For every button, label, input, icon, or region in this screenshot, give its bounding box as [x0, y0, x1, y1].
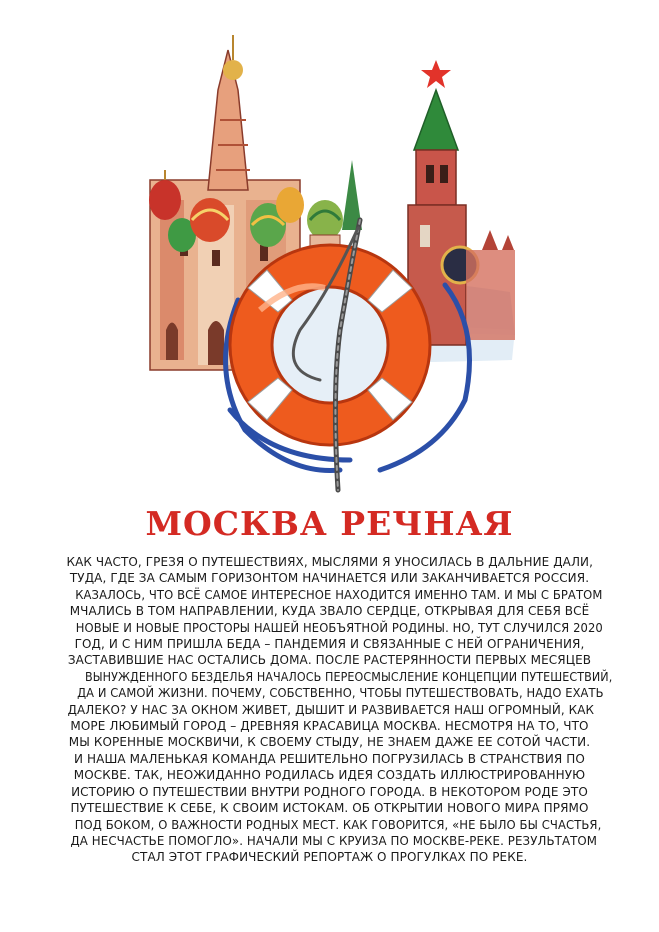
body-line: МОСКВЕ. ТАК, НЕОЖИДАННО РОДИЛАСЬ ИДЕЯ СОЗДАТЬ ИЛЛЮСТРИРОВАННУЮ [73, 768, 586, 783]
body-line: ПУТЕШЕСТВИЕ К СЕБЕ, К СВОИМ ИСТОКАМ. ОБ ОТКРЫТИИ НОВОГО МИРА ПРЯМО [70, 801, 589, 816]
body-line: ДА НЕСЧАСТЬЕ ПОМОГЛО». НАЧАЛИ МЫ С КРУИЗА ПО МОСКВЕ-РЕКЕ. РЕЗУЛЬТАТОМ [70, 833, 598, 848]
body-line: СТАЛ ЭТОТ ГРАФИЧЕСКИЙ РЕПОРТАЖ О ПРОГУЛКАХ ПО РЕКЕ. [131, 850, 528, 865]
body-line: МЧАЛИСЬ В ТОМ НАПРАВЛЕНИИ, КУДА ЗВАЛО СЕРДЦЕ, ОТКРЫВАЯ ДЛЯ СЕБЯ ВСЁ [69, 604, 590, 619]
body-line: НОВЫЕ И НОВЫЕ ПРОСТОРЫ НАШЕЙ НЕОБЪЯТНОЙ РОДИНЫ. НО, ТУТ СЛУЧИЛСЯ 2020 [75, 620, 603, 635]
body-line: ДАЛЕКО? У НАС ЗА ОКНОМ ЖИВЕТ, ДЫШИТ И РАЗВИВАЕТСЯ НАШ ОГРОМНЫЙ, КАК [67, 702, 595, 717]
body-line: КАК ЧАСТО, ГРЕЗЯ О ПУТЕШЕСТВИЯХ, МЫСЛЯМИ Я УНОСИЛАСЬ В ДАЛЬНИЕ ДАЛИ, [66, 555, 594, 569]
lifebuoy [230, 245, 430, 445]
body-line: КАЗАЛОСЬ, ЧТО ВСЁ САМОЕ ИНТЕРЕСНОЕ НАХОДИТСЯ ИМЕННО ТАМ. И МЫ С БРАТОМ [75, 587, 603, 602]
body-line: МОРЕ ЛЮБИМЫЙ ГОРОД – ДРЕВНЯЯ КРАСАВИЦА МОСКВА. НЕСМОТРЯ НА ТО, ЧТО [70, 719, 589, 734]
body-line: МЫ КОРЕННЫЕ МОСКВИЧИ, К СВОЕМУ СТЫДУ, НЕ ЗНАЕМ ДАЖЕ ЕЕ СОТОЙ ЧАСТИ. [68, 735, 591, 750]
body-line: И НАША МАЛЕНЬКАЯ КОМАНДА РЕШИТЕЛЬНО ПОГРУЗИЛАСЬ В СТРАНСТВИЯ ПО [74, 751, 585, 766]
body-line: ВЫНУЖДЕННОГО БЕЗДЕЛЬЯ НАЧАЛОСЬ ПЕРЕОСМЫСЛЕНИЕ КОНЦЕПЦИИ ПУТЕШЕСТВИЙ, [84, 669, 613, 684]
moscow-lifebuoy-illustration [120, 30, 540, 500]
intro-paragraph [66, 554, 613, 866]
body-line: ПОД БОКОМ, О ВАЖНОСТИ РОДНЫХ МЕСТ. КАК ГОВОРИТСЯ, «НЕ БЫЛО БЫ СЧАСТЬЯ, [74, 817, 602, 832]
body-line: ДА И САМОЙ ЖИЗНИ. ПОЧЕМУ, СОБСТВЕННО, ЧТОБЫ ПУТЕШЕСТВОВАТЬ, НАДО ЕХАТЬ [77, 686, 604, 701]
spasskaya-tower [408, 60, 515, 345]
body-line: ГОД, И С НИМ ПРИШЛА БЕДА – ПАНДЕМИЯ И СВЯЗАННЫЕ С НЕЙ ОГРАНИЧЕНИЯ, [74, 637, 585, 652]
page-title: МОСКВА РЕЧНАЯ [145, 504, 514, 543]
body-line: ИСТОРИЮ О ПУТЕШЕСТВИИ ВНУТРИ РОДНОГО ГОРОДА. В НЕКОТОРОМ РОДЕ ЭТО [71, 784, 588, 799]
body-line: ЗАСТАВИВШИЕ НАС ОСТАЛИСЬ ДОМА. ПОСЛЕ РАСТЕРЯННОСТИ ПЕРВЫХ МЕСЯЦЕВ [67, 653, 592, 668]
body-line: ТУДА, ГДЕ ЗА САМЫМ ГОРИЗОНТОМ НАЧИНАЕТСЯ ИЛИ ЗАКАНЧИВАЕТСЯ РОССИЯ. [69, 571, 590, 586]
